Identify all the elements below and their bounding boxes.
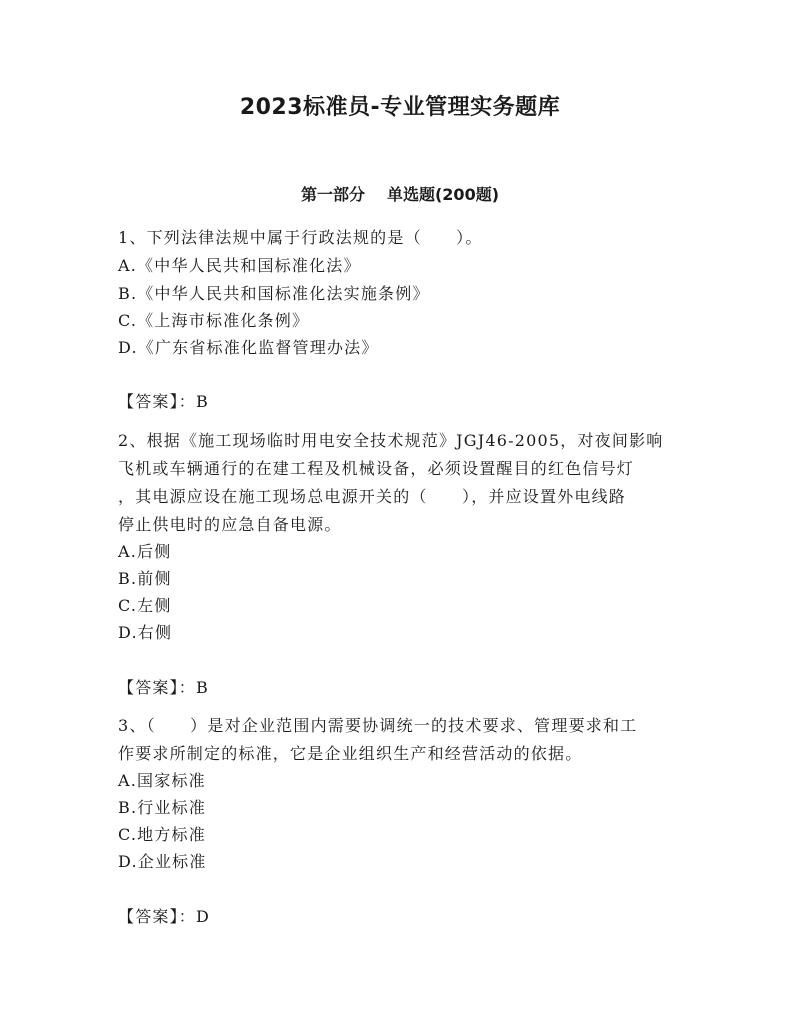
section-heading: [0, 183, 800, 207]
question-2-answer: 【答案】：B: [118, 678, 209, 697]
question-3-option-b: B.行业标准: [118, 798, 207, 817]
question-3-option-a: A.国家标准: [118, 771, 206, 790]
question-3-option-d: D.企业标准: [118, 852, 207, 871]
question-3-stem-line-2: 作要求所制定的标准，它是企业组织生产和经营活动的依据。: [118, 744, 583, 763]
question-2-stem-line-4: 停止供电时的应急自备电源。: [118, 515, 342, 534]
question-2-stem-line-2: 飞机或车辆通行的在建工程及机械设备，必须设置醒目的红色信号灯: [118, 459, 635, 478]
section-type-label: 单选题(200题): [386, 185, 500, 204]
question-1-option-c: C.《上海市标准化条例》: [118, 311, 310, 330]
question-2-stem-line-1: 2、根据《施工现场临时用电安全技术规范》JGJ46-2005，对夜间影响: [118, 431, 664, 450]
question-1-option-b: B.《中华人民共和国标准化法实施条例》: [118, 284, 430, 303]
question-3-option-c: C.地方标准: [118, 825, 206, 844]
question-1-option-d: D.《广东省标准化监督管理办法》: [118, 338, 379, 357]
question-1-stem-line-1: 1、下列法律法规中属于行政法规的是（ ）。: [118, 228, 483, 247]
question-1-answer: 【答案】：B: [118, 392, 209, 411]
question-2-option-c: C.左侧: [118, 596, 172, 615]
question-3-answer: 【答案】：D: [118, 907, 211, 926]
question-2-option-d: D.右侧: [118, 623, 173, 642]
question-2-option-b: B.前侧: [118, 569, 172, 588]
question-1-option-a: A.《中华人民共和国标准化法》: [118, 256, 361, 275]
question-2-option-a: A.后侧: [118, 542, 172, 561]
section-part-label: 第一部分: [300, 185, 365, 204]
document-title: 2023标准员-专业管理实务题库: [239, 95, 561, 120]
question-3-stem-line-1: 3、（ ）是对企业范围内需要协调统一的技术要求、管理要求和工: [118, 716, 638, 735]
question-2-stem-line-3: ，其电源应设在施工现场总电源开关的（ ），并应设置外电线路: [118, 487, 627, 506]
